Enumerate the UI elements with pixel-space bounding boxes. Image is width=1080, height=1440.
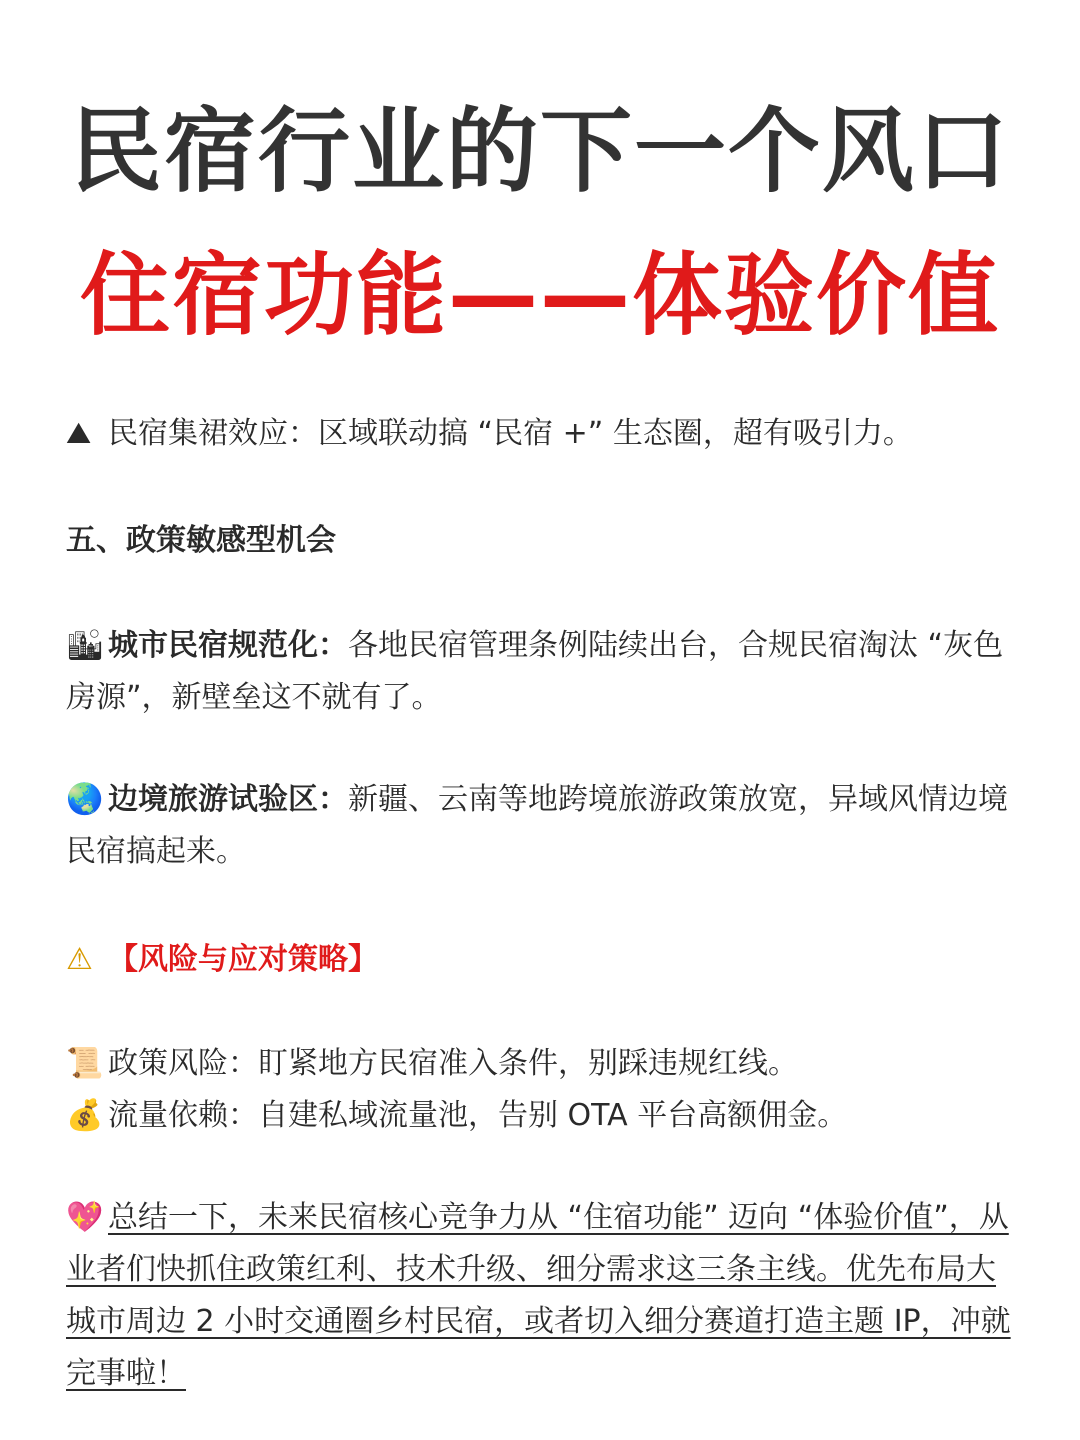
summary-paragraph — [66, 1192, 1016, 1400]
policy-risk-text: 政策风险：盯紧地方民宿准入条件，别踩违规红线。 — [108, 1046, 798, 1081]
scroll-icon: 📜 — [66, 1046, 104, 1081]
city-text: 各地民宿管理条例陆续出台，合规民宿淘汰 “灰色房源”，新壁垒这不就有了。 — [66, 628, 1004, 715]
policy-risk-paragraph — [66, 1038, 1016, 1090]
sparkling-heart-icon: 💖 — [66, 1200, 104, 1235]
traffic-paragraph — [66, 1090, 1016, 1142]
cluster-effect-paragraph — [66, 408, 1016, 460]
border-text: 新疆、云南等地跨境旅游政策放宽，异域风情边境民宿搞起来。 — [66, 782, 1008, 869]
warning-icon: ⚠ — [66, 942, 93, 977]
cluster-effect-text: 民宿集裙效应：区域联动搞 “民宿 +” 生态圈，超有吸引力。 — [108, 416, 913, 451]
border-paragraph — [66, 774, 1016, 878]
border-label: 边境旅游试验区： — [108, 782, 348, 817]
city-paragraph — [66, 620, 1016, 724]
money-bag-icon: 💰 — [66, 1098, 104, 1133]
page-subtitle: 住宿功能——体验价值 — [80, 243, 1000, 348]
traffic-text: 流量依赖：自建私域流量池，告别 OTA 平台高额佣金。 — [108, 1098, 848, 1133]
summary-text: 总结一下，未来民宿核心竞争力从 “住宿功能” 迈向 “体验价值”，从业者们快抓住政策红利、技术升级、细分需求这三条主线。优先布局大城市周边 2 小时交通圈乡村民宿，或者切入细分赛道打造主题 IP，冲就完事啦！ — [66, 1200, 1011, 1391]
mountain-icon: ⛰ — [66, 416, 92, 451]
page-title: 民宿行业的下一个风口 — [69, 98, 1010, 205]
risk-heading — [66, 934, 1016, 986]
risk-heading-text: 【风险与应对策略】 — [108, 942, 378, 977]
city-label: 城市民宿规范化： — [108, 628, 348, 663]
section-heading: 五、政策敏感型机会 — [66, 523, 336, 558]
globe-icon: 🌏 — [66, 782, 104, 817]
cityscape-icon: 🏙 — [66, 628, 105, 663]
